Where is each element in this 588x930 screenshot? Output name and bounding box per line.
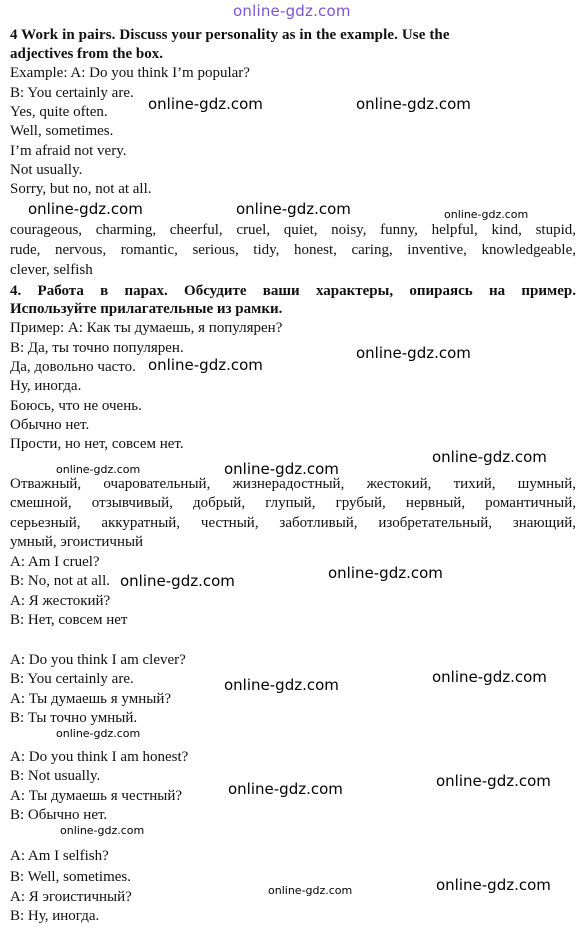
watermark: online-gdz.com	[436, 772, 551, 790]
dialogue-line: В: Нет, совсем нет	[10, 612, 128, 628]
dialogue-line: В: Ты точно умный.	[10, 710, 138, 726]
watermark: online-gdz.com	[148, 356, 263, 374]
adjectives-ru-line: Отважный, очаровательный, жизнерадостный, жестокий, тихий, шумный,	[10, 476, 576, 492]
watermark: online-gdz.com	[28, 200, 143, 218]
dialogue-line: А: Ты думаешь я умный?	[10, 691, 172, 707]
watermark: online-gdz.com	[56, 463, 141, 476]
adjectives-en-line: courageous, charming, cheerful, cruel, quiet, noisy, funny, helpful, kind, stupid,	[10, 222, 576, 238]
adjectives-ru-line: умный, эгоистичный	[10, 534, 144, 550]
watermark: online-gdz.com	[60, 824, 145, 837]
dialogue-line: B: No, not at all.	[10, 573, 110, 589]
watermark: online-gdz.com	[56, 727, 141, 740]
example-en-line: Not usually.	[10, 162, 83, 178]
example-ru-line: Прости, но нет, совсем нет.	[10, 436, 184, 452]
watermark: online-gdz.com	[268, 884, 353, 897]
dialogue-line: A: Do you think I am clever?	[10, 652, 186, 668]
task-heading-ru-line1: 4. Работа в парах. Обсудите ваши характеры, опираясь на пример.	[10, 283, 576, 299]
adjectives-ru-line: смешной, отзывчивый, добрый, глупый, грубый, нервный, романтичный,	[10, 495, 576, 511]
watermark: online-gdz.com	[432, 668, 547, 686]
dialogue-line: В: Обычно нет.	[10, 807, 108, 823]
watermark: online-gdz.com	[356, 344, 471, 362]
example-ru-line: Ну, иногда.	[10, 378, 82, 394]
example-en-line: Yes, quite often.	[10, 104, 108, 120]
dialogue-line: А: Я жестокий?	[10, 593, 111, 609]
watermark: online-gdz.com	[228, 780, 343, 798]
example-ru-line: Да, довольно часто.	[10, 359, 136, 375]
watermark: online-gdz.com	[436, 876, 551, 894]
watermark: online-gdz.com	[224, 676, 339, 694]
task-heading-ru-line2: Используйте прилагательные из рамки.	[10, 301, 283, 317]
dialogue-line: А: Ты думаешь я честный?	[10, 788, 183, 804]
watermark: online-gdz.com	[444, 208, 529, 221]
example-en-line: B: You certainly are.	[10, 85, 134, 101]
dialogue-line: В: Ну, иногда.	[10, 908, 100, 924]
example-en-line: Example: A: Do you think I’m popular?	[10, 65, 250, 81]
task-heading-en-line1: 4 Work in pairs. Discuss your personality as in the example. Use the	[10, 27, 450, 43]
adjectives-en-line: clever, selfish	[10, 262, 93, 278]
adjectives-ru-line: серьезный, аккуратный, честный, заботливый, изобретательный, знающий,	[10, 515, 576, 531]
dialogue-line: A: Do you think I am honest?	[10, 749, 189, 765]
watermark: online-gdz.com	[224, 460, 339, 478]
dialogue-line: A: Am I cruel?	[10, 554, 100, 570]
example-en-line: Well, sometimes.	[10, 123, 114, 139]
watermark: online-gdz.com	[432, 448, 547, 466]
adjectives-en-line: rude, nervous, romantic, serious, tidy, honest, caring, inventive, knowledgeable,	[10, 242, 576, 258]
watermark: online-gdz.com	[236, 200, 351, 218]
dialogue-line: А: Я эгоистичный?	[10, 889, 132, 905]
example-en-line: Sorry, but no, not at all.	[10, 181, 152, 197]
dialogue-line: B: Not usually.	[10, 768, 101, 784]
dialogue-line: B: Well, sometimes.	[10, 869, 132, 885]
example-ru-line: Обычно нет.	[10, 417, 90, 433]
watermark: online-gdz.com	[120, 572, 235, 590]
watermark: online-gdz.com	[148, 95, 263, 113]
watermark: online-gdz.com	[328, 564, 443, 582]
example-ru-line: Боюсь, что не очень.	[10, 398, 142, 414]
dialogue-line: B: You certainly are.	[10, 671, 134, 687]
example-en-line: I’m afraid not very.	[10, 143, 127, 159]
example-ru-line: Пример: А: Как ты думаешь, я популярен?	[10, 320, 283, 336]
header-watermark: online-gdz.com	[233, 2, 351, 20]
task-heading-en-line2: adjectives from the box.	[10, 46, 164, 62]
example-ru-line: В: Да, ты точно популярен.	[10, 340, 184, 356]
watermark: online-gdz.com	[356, 95, 471, 113]
dialogue-line: A: Am I selfish?	[10, 848, 109, 864]
